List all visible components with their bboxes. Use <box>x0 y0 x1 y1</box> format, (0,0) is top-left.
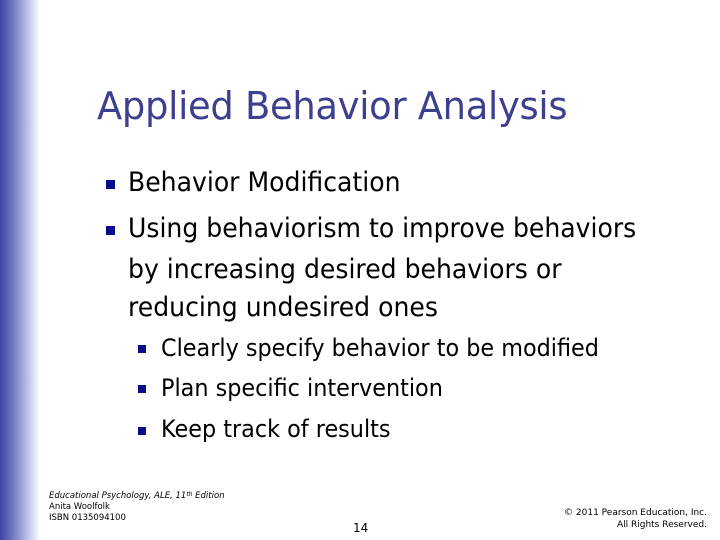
sub-bullet-text-2: Plan specific intervention <box>161 374 443 402</box>
bullet-square-icon <box>106 226 115 235</box>
sub-bullet-square-icon <box>138 385 146 393</box>
footer-book-title: Educational Psychology, ALE, 11th Edition <box>49 491 225 501</box>
sub-bullet-square-icon <box>138 427 146 435</box>
footer-author: Anita Woolfolk <box>49 502 110 512</box>
footer-book-info <box>49 491 225 524</box>
bullet-text-2-line-3: reducing undesired ones <box>128 292 438 323</box>
bullet-square-icon <box>106 180 115 189</box>
bullet-text-1: Behavior Modification <box>128 167 401 198</box>
rights-line: All Rights Reserved. <box>616 520 707 530</box>
footer-copyright <box>564 507 707 531</box>
slide-title: Applied Behavior Analysis <box>97 84 568 128</box>
bullet-text-2-line-1: Using behaviorism to improve behaviors <box>128 213 637 244</box>
sub-bullet-square-icon <box>138 345 146 353</box>
sub-bullet-text-3: Keep track of results <box>161 415 391 443</box>
sub-bullet-text-1: Clearly specify behavior to be modified <box>161 334 599 362</box>
bullet-text-2-line-2: by increasing desired behaviors or <box>128 254 562 285</box>
page-number: 14 <box>353 521 369 535</box>
copyright-line: © 2011 Pearson Education, Inc. <box>564 508 707 518</box>
footer-isbn: ISBN 0135094100 <box>49 513 126 523</box>
left-gradient-bar <box>0 0 40 540</box>
